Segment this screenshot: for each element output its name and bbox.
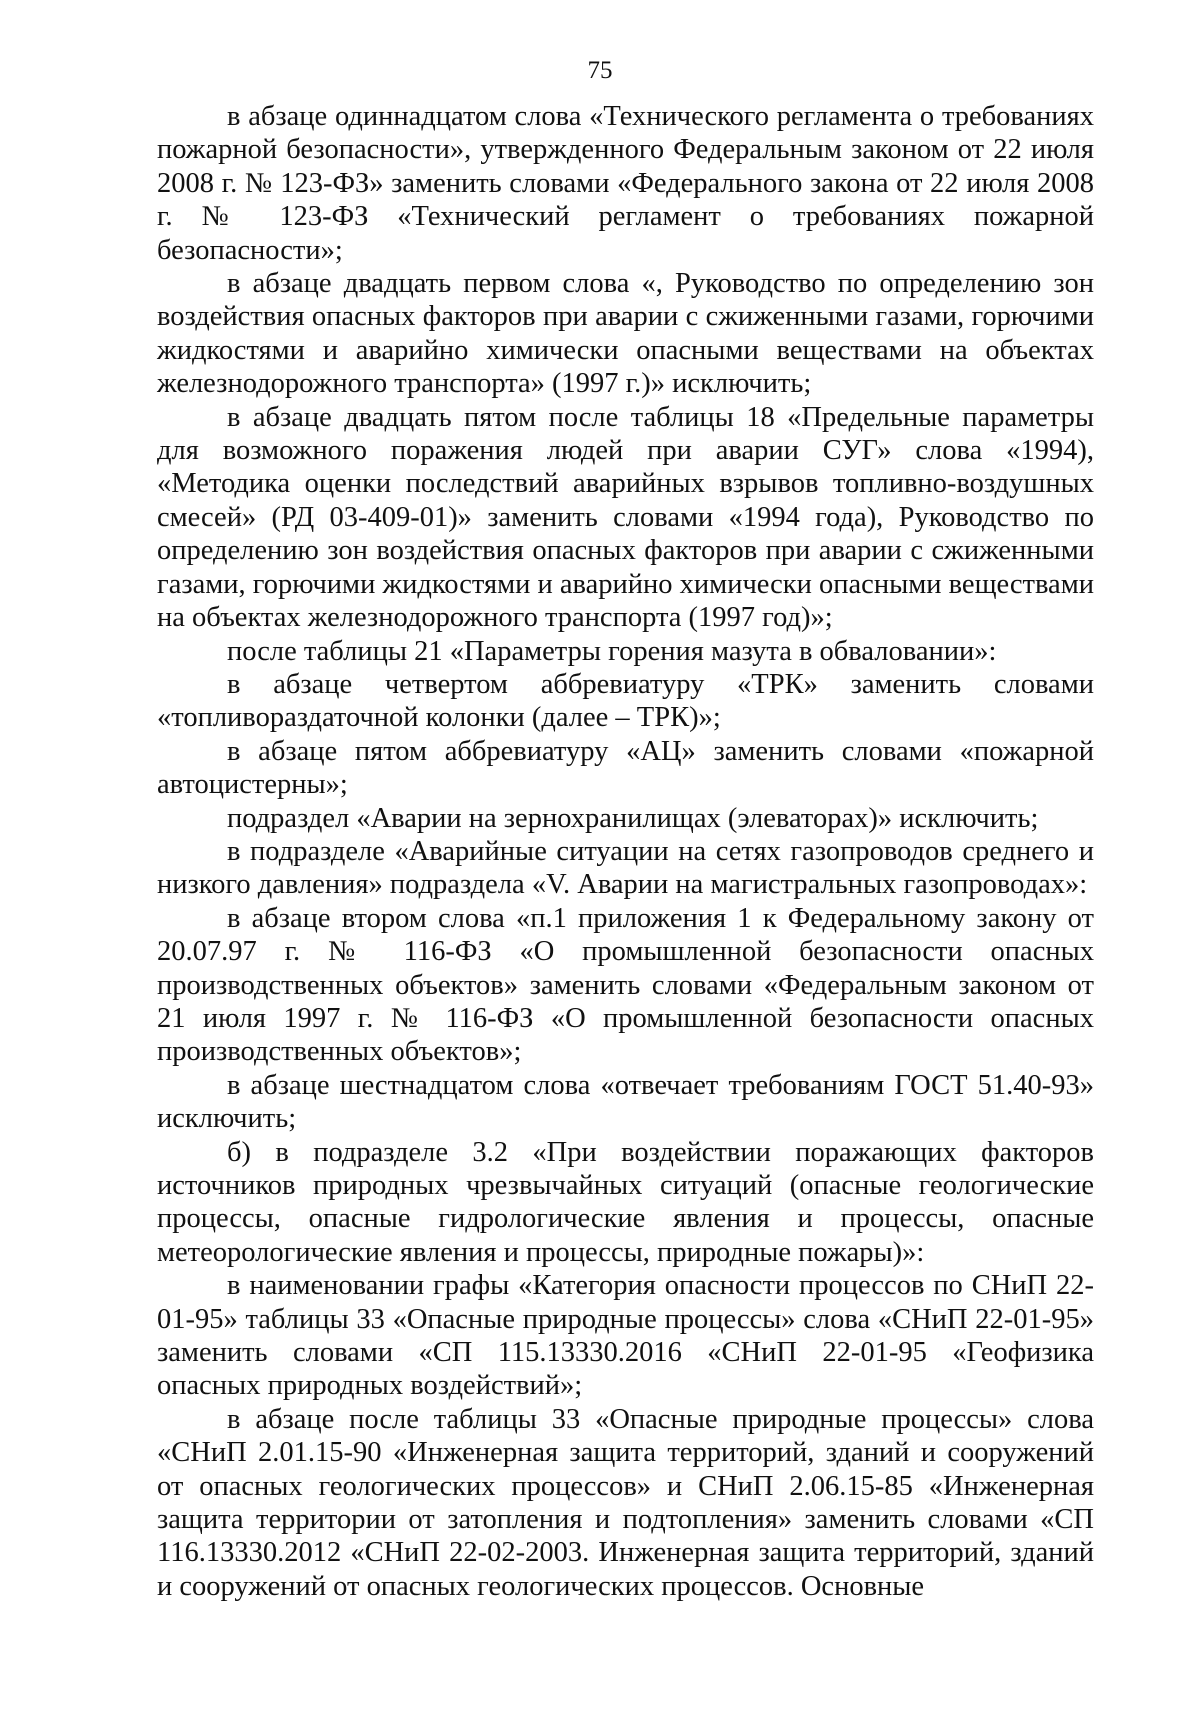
paragraph-2: в абзаце двадцать первом слова «, Руководство по определению зон воздействия опасных факторов при аварии с сжиженными газами, горючими жидкостями и аварийно химически опасными веществами на объектах железнодорожного транспорта» (1997 г.)» исключить; [157,268,1094,400]
paragraph-13: в абзаце после таблицы 33 «Опасные природные процессы» слова «СНиП 2.01.15-90 «Инженерная защита территорий, зданий и сооружений от опасных геологических процессов» и СНиП 2.06.15-85 «Инженерная защита территории от затопления и подтопления» заменить словами «СП 116.13330.2012 «СНиП 22-02-2003. Инженерная защита территорий, зданий и сооружений от опасных геологических процессов. Основные [157,1403,1094,1602]
paragraph-7: подраздел «Аварии на зернохранилищах (элеваторах)» исключить; [227,802,1039,834]
paragraph-9: в абзаце втором слова «п.1 приложения 1 к Федеральному закону от 20.07.97 г. № 116-ФЗ «О промышленной безопасности опасных производственных объектов» заменить словами «Федеральным законом от 21 июля 1997 г. № 116-ФЗ «О промышленной безопасности опасных производственных объектов»; [157,902,1094,1068]
paragraph-1: в абзаце одиннадцатом слова «Технического регламента о требованиях пожарной безопасности», утвержденного Федеральным законом от 22 июля 2008 г. № 123-ФЗ» заменить словами «Федерального закона от 22 июля 2008 г. № 123-ФЗ «Технический регламент о требованиях пожарной безопасности»; [157,101,1094,266]
paragraph-12: в наименовании графы «Категория опасности процессов по СНиП 22-01-95» таблицы 33 «Опасные природные процессы» слова «СНиП 22-01-95» заменить словами «СП 115.13330.2016 «СНиП 22-01-95 «Геофизика опасных природных воздействий»; [157,1270,1094,1402]
paragraph-4: после таблицы 21 «Параметры горения мазута в обваловании»: [227,635,997,667]
page-number: 75 [587,57,613,84]
paragraph-11: б) в подразделе 3.2 «При воздействии поражающих факторов источников природных чрезвычайных ситуаций (опасные геологические процессы, опасные гидрологические явления и процессы, опасные метеорологические явления и процессы, природные пожары)»: [157,1136,1094,1268]
paragraph-3: в абзаце двадцать пятом после таблицы 18 «Предельные параметры для возможного поражения людей при аварии СУГ» слова «1994), «Методика оценки последствий аварийных взрывов топливно-воздушных смесей» (РД 03-409-01)» заменить словами «1994 года), Руководство по определению зон воздействия опасных факторов при аварии с сжиженными газами, горючими жидкостями и аварийно химически опасными веществами на объектах железнодорожного транспорта (1997 год)»; [157,401,1094,634]
paragraph-10: в абзаце шестнадцатом слова «отвечает требованиям ГОСТ 51.40-93» исключить; [157,1069,1094,1135]
paragraph-5: в абзаце четвертом аббревиатуру «ТРК» заменить словами «топливораздаточной колонки (далее – ТРК)»; [157,668,1094,734]
paragraph-8: в подразделе «Аварийные ситуации на сетях газопроводов среднего и низкого давления» подраздела «V. Аварии на магистральных газопроводах»: [157,835,1094,901]
document-body [157,100,1094,1603]
paragraph-6: в абзаце пятом аббревиатуру «АЦ» заменить словами «пожарной автоцистерны»; [157,735,1094,801]
